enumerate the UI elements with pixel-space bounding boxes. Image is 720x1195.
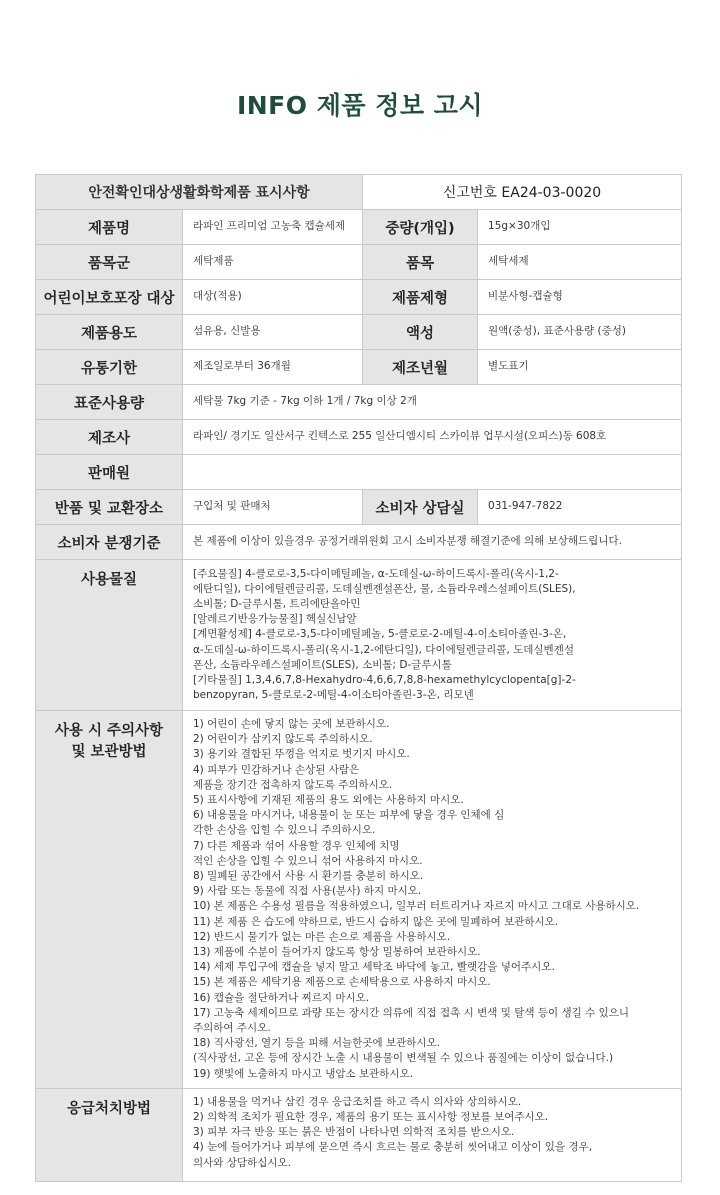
table-header-row bbox=[36, 175, 682, 210]
registration-number: 신고번호 EA24-03-0020 bbox=[363, 175, 682, 210]
std-amount-value: 세탁물 7kg 기준 - 7kg 이하 1개 / 7kg 이상 2개 bbox=[183, 385, 682, 420]
text-line: 4) 피부가 민감하거나 손상된 사람은 bbox=[193, 763, 360, 776]
consumer-center-label: 소비자 상담실 bbox=[363, 490, 478, 525]
table-row bbox=[36, 1088, 682, 1181]
text-line: 15) 본 제품은 세탁기용 제품으로 손세탁용으로 사용하지 마시오. bbox=[193, 976, 491, 989]
text-line: 소비톨; D-글루시톨, 트리에탄올아민 bbox=[193, 597, 361, 610]
std-amount-label: 표준사용량 bbox=[36, 385, 183, 420]
table-row bbox=[36, 711, 682, 1089]
table-row bbox=[36, 210, 682, 245]
usage-label: 제품용도 bbox=[36, 315, 183, 350]
text-line: 14) 세제 투입구에 캡슐을 넣지 말고 세탁조 바닥에 놓고, 빨랫감을 넣어주시오. bbox=[193, 961, 555, 974]
return-place-value: 구입처 및 판매처 bbox=[183, 490, 363, 525]
mfg-date-label: 제조년월 bbox=[363, 350, 478, 385]
table-row bbox=[36, 280, 682, 315]
text-line: 16) 캡슐을 절단하거나 찌르지 마시오. bbox=[193, 991, 370, 1004]
text-line: 에탄디일), 다이에틸렌글리콜, 도데실벤젠설폰산, 물, 소듐라우레스설페이트(SLES), bbox=[193, 582, 576, 595]
text-line: 5) 표시사항에 기재된 제품의 용도 외에는 사용하지 마시오. bbox=[193, 794, 464, 807]
text-line: 6) 내용물을 마시거나, 내용물이 눈 또는 피부에 닿을 경우 인체에 심 bbox=[193, 809, 505, 822]
consumer-center-value: 031-947-7822 bbox=[478, 490, 682, 525]
caution-label-line-1: 사용 시 주의사항 bbox=[54, 723, 164, 739]
materials-value bbox=[183, 560, 682, 711]
first-aid-lines bbox=[183, 1089, 681, 1177]
text-line: 4) 눈에 들어가거나 피부에 묻으면 즉시 흐르는 물로 충분히 씻어내고 이상이 있을 경우, bbox=[193, 1141, 593, 1154]
dispute-label: 소비자 분쟁기준 bbox=[36, 525, 183, 560]
text-line: 폰산, 소듐라우레스설페이트(SLES), 소비톨; D-글루시톨 bbox=[193, 658, 452, 671]
page-title: INFO 제품 정보 고시 bbox=[236, 91, 484, 120]
text-line: [주요물질] 4-클로로-3,5-다이메틸페놀, α-도데실-ω-하이드록시-폴리(옥시-1,2- bbox=[193, 567, 559, 580]
text-line: 적인 손상을 입힐 수 있으니 섞어 사용하지 마시오. bbox=[193, 854, 423, 867]
table-row bbox=[36, 560, 682, 711]
text-line: 13) 제품에 수분이 들어가지 않도록 항상 밀봉하여 보관하시오. bbox=[193, 946, 481, 959]
child-pack-value: 대상(적용) bbox=[183, 280, 363, 315]
seller-label: 판매원 bbox=[36, 455, 183, 490]
first-aid-label: 응급처치방법 bbox=[36, 1088, 183, 1181]
item-label: 품목 bbox=[363, 245, 478, 280]
mfg-date-value: 별도표기 bbox=[478, 350, 682, 385]
first-aid-value bbox=[183, 1088, 682, 1181]
table-row bbox=[36, 420, 682, 455]
materials-label: 사용물질 bbox=[36, 560, 183, 711]
liquid-value: 원액(중성), 표준사용량 (중성) bbox=[478, 315, 682, 350]
text-line: 2) 어린이가 삼키지 않도록 주의하시오. bbox=[193, 733, 373, 746]
caution-value bbox=[183, 711, 682, 1089]
table-row bbox=[36, 315, 682, 350]
table-row bbox=[36, 490, 682, 525]
usage-value: 섬유용, 신발용 bbox=[183, 315, 363, 350]
product-type-value: 비분사형-캡슐형 bbox=[478, 280, 682, 315]
text-line: 17) 고농축 세제이므로 과량 또는 장시간 의류에 직접 접촉 시 변색 및 탈색 등이 생길 수 있으니 bbox=[193, 1006, 630, 1019]
materials-lines bbox=[183, 561, 681, 710]
text-line: [알레르기반응가능물질] 헥실신남알 bbox=[193, 613, 357, 626]
caution-label-line-2: 및 보관방법 bbox=[71, 744, 147, 761]
child-pack-label: 어린이보호포장 대상 bbox=[36, 280, 183, 315]
text-line: benzopyran, 5-클로로-2-메틸-4-이소티아졸린-3-온, 리모넨 bbox=[193, 689, 474, 702]
text-line: 9) 사람 또는 동물에 직접 사용(분사) 하지 마시오. bbox=[193, 885, 422, 898]
seller-value bbox=[183, 455, 682, 490]
table-row bbox=[36, 245, 682, 280]
text-line: 의사와 상담하십시오. bbox=[193, 1156, 291, 1169]
caution-lines bbox=[183, 711, 681, 1088]
table-row bbox=[36, 385, 682, 420]
text-line: 10) 본 제품은 수용성 필름을 적용하였으니, 일부러 터트리거나 자르지 마시고 그대로 사용하시오. bbox=[193, 900, 640, 913]
text-line: 주의하여 주시오. bbox=[193, 1022, 271, 1035]
text-line: 3) 피부 자극 반응 또는 붉은 반점이 나타나면 의학적 조치를 받으시오. bbox=[193, 1126, 515, 1139]
manufacturer-label: 제조사 bbox=[36, 420, 183, 455]
manufacturer-value: 라파인/ 경기도 일산서구 킨텍스로 255 일산디엠시티 스카이뷰 업무시설(오피스)동 608호 bbox=[183, 420, 682, 455]
text-line: 1) 어린이 손에 닿지 않는 곳에 보관하시오. bbox=[193, 718, 390, 730]
product-name-value: 라파인 프리미엄 고농축 캡슐세제 bbox=[183, 210, 363, 245]
caution-label bbox=[36, 711, 183, 1089]
category-value: 세탁제품 bbox=[183, 245, 363, 280]
table-header-title: 안전확인대상생활화학제품 표시사항 bbox=[36, 175, 363, 210]
product-name-label: 제품명 bbox=[36, 210, 183, 245]
text-line: 19) 햇빛에 노출하지 마시고 냉암소 보관하시오. bbox=[193, 1067, 414, 1080]
expiry-value: 제조일로부터 36개월 bbox=[183, 350, 363, 385]
text-line: [기타물질] 1,3,4,6,7,8-Hexahydro-4,6,6,7,8,8-hexamethylcyclopenta[g]-2- bbox=[193, 674, 576, 686]
text-line: 11) 본 제품 은 습도에 약하므로, 반드시 습하지 않은 곳에 밀폐하여 보관하시오. bbox=[193, 915, 559, 928]
category-label: 품목군 bbox=[36, 245, 183, 280]
text-line: 각한 손상을 입힐 수 있으니 주의하시오. bbox=[193, 824, 376, 837]
text-line: 3) 용기와 결합된 뚜껑을 억지로 벗기지 마시오. bbox=[193, 748, 410, 761]
product-info-table bbox=[35, 174, 682, 1182]
dispute-value: 본 제품에 이상이 있을경우 공정거래위원회 고시 소비자분쟁 해결기준에 의해 보상해드립니다. bbox=[183, 525, 682, 560]
text-line: 1) 내용물을 먹거나 삼킨 경우 응급조치를 하고 즉시 의사와 상의하시오. bbox=[193, 1095, 522, 1108]
text-line: 18) 직사광선, 열기 등을 피해 서늘한곳에 보관하시오. bbox=[193, 1037, 441, 1050]
return-place-label: 반품 및 교환장소 bbox=[36, 490, 183, 525]
capacity-label: 중량(개입) bbox=[363, 210, 478, 245]
product-type-label: 제품제형 bbox=[363, 280, 478, 315]
text-line: 7) 다른 제품과 섞어 사용할 경우 인체에 치명 bbox=[193, 839, 400, 852]
text-line: 12) 반드시 물기가 없는 마른 손으로 제품을 사용하시오. bbox=[193, 930, 451, 943]
text-line: (직사광선, 고온 등에 장시간 노출 시 내용물이 변색될 수 있으나 품질에는 이상이 없습니다.) bbox=[193, 1052, 614, 1065]
item-value: 세탁세제 bbox=[478, 245, 682, 280]
text-line: [계면활성제] 4-클로로-3,5-다이메틸페놀, 5-클로로-2-메틸-4-이소티아졸린-3-온, bbox=[193, 628, 567, 641]
table-row bbox=[36, 525, 682, 560]
text-line: α-도데실-ω-하이드록시-폴리(옥시-1,2-에탄디일), 다이에틸렌글리콜, 도데실벤젠설 bbox=[193, 643, 574, 656]
capacity-value: 15g×30개입 bbox=[478, 210, 682, 245]
table-row bbox=[36, 350, 682, 385]
text-line: 2) 의학적 조치가 필요한 경우, 제품의 용기 또는 표시사항 정보를 보여주시오. bbox=[193, 1111, 549, 1124]
text-line: 제품을 장기간 접촉하지 않도록 주의하시오. bbox=[193, 778, 393, 791]
liquid-label: 액성 bbox=[363, 315, 478, 350]
expiry-label: 유통기한 bbox=[36, 350, 183, 385]
text-line: 8) 밀폐된 공간에서 사용 시 환기를 충분히 하시오. bbox=[193, 870, 424, 883]
table-row bbox=[36, 455, 682, 490]
